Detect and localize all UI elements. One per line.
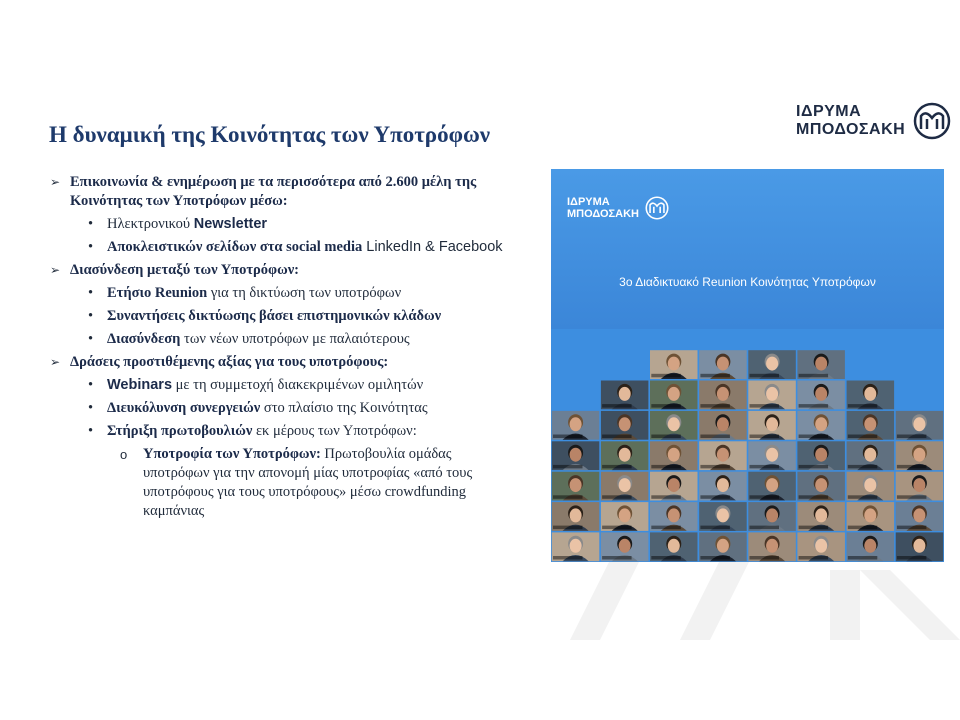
video-tile [552,502,600,531]
section-2 [50,261,520,280]
list-item [50,284,520,303]
item-text: με τη συμμετοχή διακεκριμένων ομιλητών [172,377,424,393]
video-tile [650,381,698,410]
video-tile [797,532,845,561]
item-text: των νέων υποτρόφων με παλαιότερους [180,331,410,347]
video-tile [797,381,845,410]
video-tile [896,532,944,561]
photo-logo [567,196,669,220]
item-bold: Συναντήσεις δικτύωσης βάσει επιστημονικών κλάδων [107,308,442,324]
dot-bullet-icon: • [88,423,94,439]
item-text: εκ μέρους των Υποτρόφων: [252,423,417,439]
video-tile [847,532,895,561]
video-tile [650,472,698,501]
video-tile [650,350,698,379]
video-tile [699,381,747,410]
item-text: LinkedIn & Facebook [362,239,503,255]
arrow-bullet-icon: ➢ [50,175,61,189]
video-tile [699,532,747,561]
video-tile [650,532,698,561]
video-tile [748,532,796,561]
video-tile [552,441,600,470]
item-bold: Στήριξη πρωτοβουλιών [107,423,253,439]
dot-bullet-icon: • [88,331,94,347]
video-tile [896,441,944,470]
sub-item-bold: Υποτροφία των Υποτρόφων: [143,446,321,462]
video-tile [847,411,895,440]
photo-logo-emblem-icon [645,196,669,220]
video-tile [896,472,944,501]
video-tile [847,441,895,470]
video-tile [601,472,649,501]
section-2-heading: Διασύνδεση μεταξύ των Υποτρόφων: [70,262,300,278]
section-1-heading: Επικοινωνία & ενημέρωση με τα περισσότερα από 2.600 μέλη της Κοινότητας των Υποτρόφων μέσω: [70,174,477,209]
arrow-bullet-icon: ➢ [50,355,61,369]
video-tile [797,350,845,379]
logo-emblem-icon [913,102,951,140]
dot-bullet-icon: • [88,377,94,393]
video-tile [748,472,796,501]
item-bold: Διασύνδεση [107,331,181,347]
dot-bullet-icon: • [88,239,94,255]
logo-line-1: ΙΔΡΥΜΑ [796,103,862,120]
item-bold: Ετήσιο Reunion [107,285,208,301]
video-tile [847,472,895,501]
video-tile [748,381,796,410]
video-call-grid [551,319,944,562]
video-tile [601,411,649,440]
video-tile [797,441,845,470]
logo-line-2: ΜΠΟΔΟΣΑΚΗ [796,121,906,138]
list-item [50,330,520,349]
video-tile [748,350,796,379]
list-item [50,422,520,441]
foundation-logo [796,102,951,140]
video-tile [552,472,600,501]
dot-bullet-icon: • [88,216,94,232]
video-tile [847,502,895,531]
photo-logo-text [567,196,639,220]
sub-item-text: Πρωτοβουλία ομάδας υποτρόφων για την απονομή μίας υποτροφίας «από τους υποτρόφους για τους υποτρόφους» μέσω crowdfunding καμπάνιας [143,446,473,519]
video-tile [650,411,698,440]
item-bold: Newsletter [193,216,268,232]
video-tile [748,441,796,470]
video-tile [601,532,649,561]
item-bold: Αποκλειστικών σελίδων στα social media [107,239,363,255]
video-tile [601,502,649,531]
item-text: για τη δικτύωση των υποτρόφων [207,285,402,301]
slide-title: Η δυναμική της Κοινότητας των Υποτρόφων [49,122,491,147]
dot-bullet-icon: • [88,285,94,301]
video-tile [847,381,895,410]
video-tile [699,502,747,531]
video-tile [699,441,747,470]
video-tile [797,411,845,440]
list-item [50,399,520,418]
logo-text [796,103,905,139]
circle-bullet-icon: o [120,447,128,462]
section-1 [50,173,520,211]
item-text: στο πλαίσιο της Κοινότητας [260,400,428,416]
list-item [50,307,520,326]
photo-logo-line-2: ΜΠΟΔΟΣΑΚΗ [567,208,639,220]
item-bold: Διευκόλυνση συνεργειών [107,400,261,416]
video-tile [552,532,600,561]
list-item [50,238,520,257]
list-item [50,215,520,234]
arrow-bullet-icon: ➢ [50,263,61,277]
section-3 [50,353,520,372]
dot-bullet-icon: • [88,308,94,324]
sub-list-item [50,445,520,521]
photo-caption: 3ο Διαδικτυακό Reunion Κοινότητας Υποτρόφων [619,275,876,289]
video-tile [797,502,845,531]
video-tile [699,472,747,501]
content-list [50,173,520,525]
video-tile [748,502,796,531]
video-tile [650,441,698,470]
list-item [50,376,520,395]
video-tile [601,381,649,410]
video-tile [797,472,845,501]
video-tile [699,350,747,379]
item-text: Ηλεκτρονικού [107,216,194,232]
video-tile [601,441,649,470]
video-tile [896,502,944,531]
reunion-screenshot-image [551,169,944,562]
dot-bullet-icon: • [88,400,94,416]
video-tile [896,411,944,440]
video-tile [552,411,600,440]
background-watermark [530,560,960,640]
section-3-heading: Δράσεις προστιθέμενης αξίας για τους υποτρόφους: [70,354,389,370]
photo-logo-line-1: ΙΔΡΥΜΑ [567,196,610,208]
item-bold: Webinars [107,377,173,393]
video-tile [699,411,747,440]
video-tile [748,411,796,440]
photo-banner [551,169,944,329]
video-tile [650,502,698,531]
